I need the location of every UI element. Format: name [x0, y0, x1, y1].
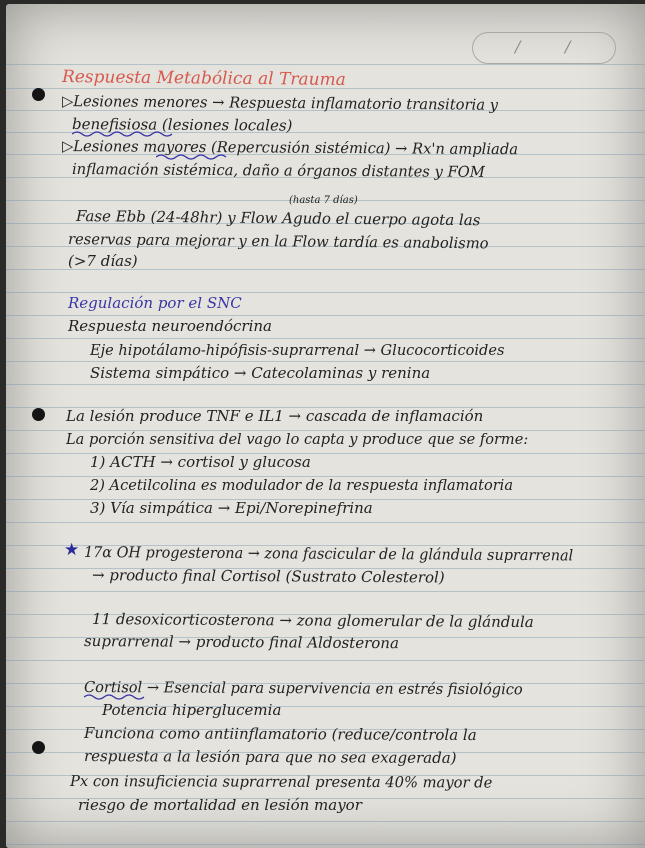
bullet-dot	[32, 408, 45, 421]
date-slash-right: /	[565, 37, 571, 56]
date-box	[472, 32, 616, 64]
vagal-item-2: 2) Acetilcolina es modulador de la respuesta inflamatoria	[90, 476, 514, 494]
ruled-line	[6, 821, 645, 822]
cortisol-line1: Cortisol → Esencial para supervivencia en estrés fisiológico	[83, 678, 523, 699]
steroid-line4: suprarrenal → producto final Aldosterona	[83, 632, 399, 653]
underline-squiggle	[84, 693, 154, 701]
phases-line3: (>7 días)	[68, 252, 138, 270]
major-lesions-line2: inflamación sistémica, daño a órganos distantes y FOM	[71, 160, 485, 181]
phases-line2: reservas para mejorar y en la Flow tardía es anabolismo	[67, 230, 489, 253]
minor-lesions-line2: benefisiosa (lesiones locales)	[71, 115, 293, 135]
steroid-line2: → producto final Cortisol (Sustrato Colesterol)	[91, 566, 445, 587]
ruled-line	[6, 384, 645, 385]
ruled-line	[6, 660, 645, 661]
inflammation-line1: La lesión produce TNF e IL1 → cascada de inflamación	[66, 407, 484, 425]
date-slash-left: /	[515, 37, 521, 56]
cortisol-line5: Px con insuficiencia suprarrenal presenta 40% mayor de	[69, 772, 493, 792]
steroid-line1: 17α OH progesterona → zona fascicular de la glándula suprarrenal	[83, 543, 574, 565]
major-lesions-line1: ▷Lesiones mayores (Repercusión sistémica) → Rx'n ampliada	[61, 137, 519, 159]
page-title: Respuesta Metabólica al Trauma	[61, 67, 346, 90]
vagal-item-3: 3) Vía simpática → Epi/Norepinefrina	[90, 499, 373, 517]
ruled-line	[6, 64, 645, 65]
ruled-line	[6, 361, 645, 362]
phase-note: (hasta 7 días)	[289, 195, 358, 206]
sympathetic-system: Sistema simpático → Catecolaminas y renina	[90, 364, 431, 382]
ruled-line	[6, 844, 645, 845]
steroid-line3: 11 desoxicorticosterona → zona glomerular de la glándula	[91, 610, 534, 632]
ruled-line	[6, 292, 645, 293]
minor-lesions-line1: ▷Lesiones menores → Respuesta inflamatorio transitoria y	[61, 92, 499, 114]
ruled-line	[6, 522, 645, 523]
bullet-dot	[32, 741, 45, 754]
cortisol-line3: Funciona como antiinflamatorio (reduce/controla la	[83, 724, 477, 745]
cortisol-line4: respuesta a la lesión para que no sea exagerada)	[83, 747, 457, 767]
phases-line1: Fase Ebb (24-48hr) y Flow Agudo el cuerpo agota las	[75, 207, 481, 230]
bullet-dot	[32, 88, 45, 101]
cortisol-line2: Potencia hiperglucemia	[102, 701, 282, 719]
cortisol-line6: riesgo de mortalidad en lesión mayor	[78, 796, 362, 814]
ruled-line	[6, 315, 645, 316]
vagal-item-1: 1) ACTH → cortisol y glucosa	[90, 453, 311, 471]
hpa-axis: Eje hipotálamo-hipófisis-suprarrenal → Glucocorticoides	[90, 341, 505, 359]
neuroendocrine-response: Respuesta neuroendócrina	[68, 317, 272, 335]
notebook-page	[6, 4, 645, 848]
star-icon: ★	[64, 540, 80, 560]
snc-heading: Regulación por el SNC	[68, 294, 242, 312]
ruled-line	[6, 591, 645, 592]
inflammation-line2: La porción sensitiva del vago lo capta y produce que se forme:	[66, 430, 529, 448]
ruled-line	[6, 338, 645, 339]
